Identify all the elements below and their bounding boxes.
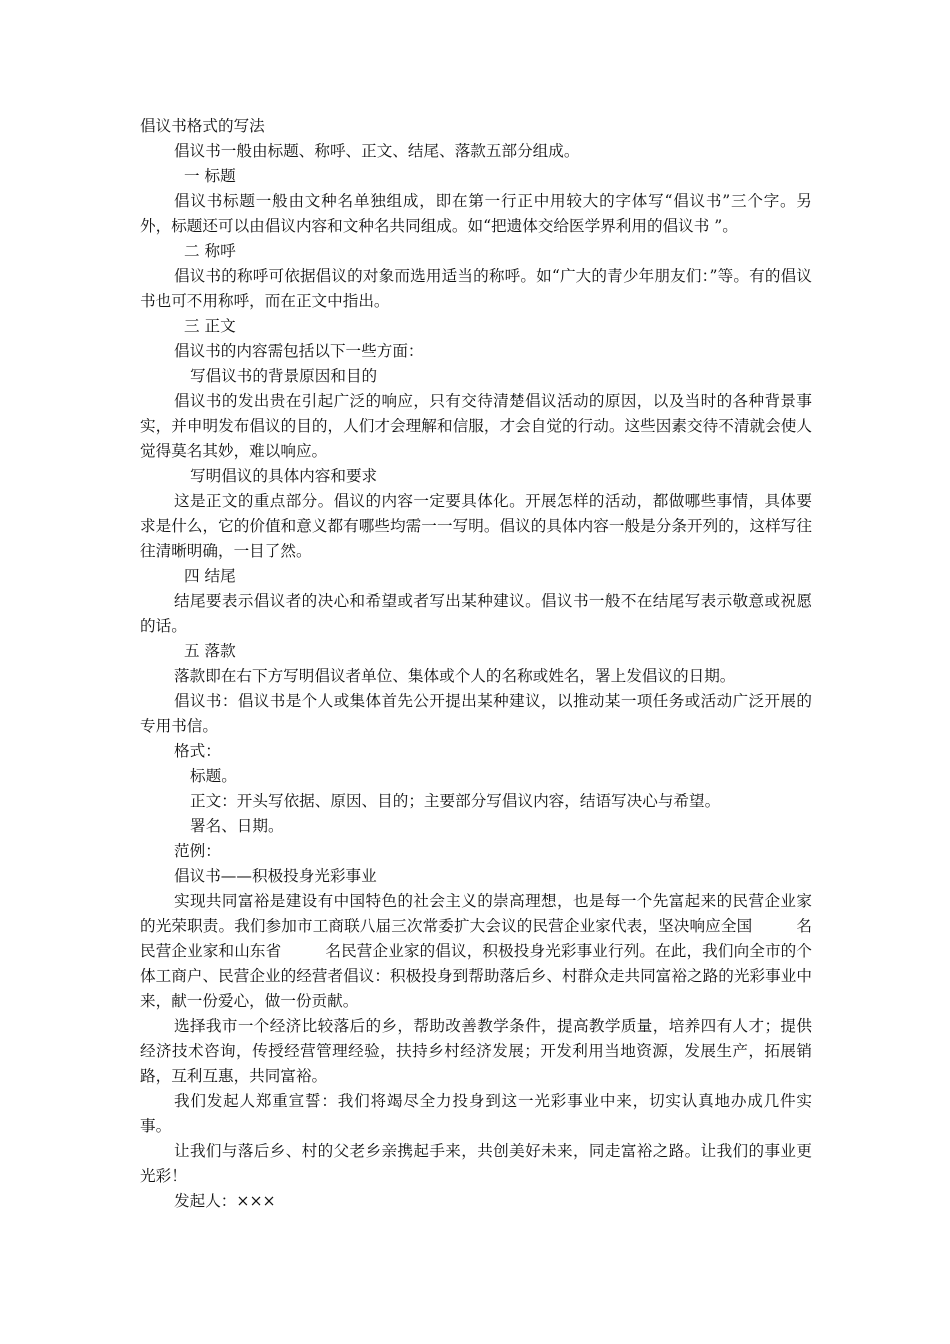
section-heading-signature: 五 落款 bbox=[184, 642, 236, 660]
subheading-background: 写倡议书的背景原因和目的 bbox=[190, 367, 378, 385]
example-paragraph: 我们发起人郑重宣誓：我们将竭尽全力投身到这一光彩事业中来，切实认真地办成几件实事。 bbox=[140, 1092, 812, 1135]
format-item: 署名、日期。 bbox=[190, 817, 284, 835]
section-text-title: 倡议书标题一般由文种名单独组成，即在第一行正中用较大的字体写“倡议书”三个字。另外，标题还可以由倡议内容和文种名共同组成。如“把遗体交给医学界利用的倡议书 ”。 bbox=[140, 192, 812, 235]
format-label: 格式： bbox=[174, 742, 221, 760]
example-text-part: 名民营企业家的倡议，积极投身光彩事业行列。在此，我们向全市的个体工商户、民营企业的经营者倡议：积极投身到帮助落后乡、村群众走共同富裕之路的光彩事业中来，献一份爱心，做一份贡献。 bbox=[140, 942, 812, 1010]
section-text-signature: 落款即在右下方写明倡议者单位、集体或个人的名称或姓名，署上发倡议的日期。 bbox=[174, 667, 736, 685]
example-paragraph: 让我们与落后乡、村的父老乡亲携起手来，共创美好未来，同走富裕之路。让我们的事业更光彩！ bbox=[140, 1142, 812, 1185]
example-text-part: 实现共同富裕是建设有中国特色的社会主义的崇高理想，也是每一个先富起来的民营企业家的光荣职责。我们参加市工商联八届三次常委扩大会议的民营企业家代表，坚决响应全国 bbox=[140, 892, 812, 935]
format-item: 正文：开头写依据、原因、目的；主要部分写倡议内容，结语写决心与希望。 bbox=[190, 792, 721, 810]
section-heading-title: 一 标题 bbox=[184, 167, 236, 185]
example-title: 倡议书——积极投身光彩事业 bbox=[174, 867, 377, 885]
intro-paragraph: 倡议书一般由标题、称呼、正文、结尾、落款五部分组成。 bbox=[174, 142, 580, 160]
section-heading-body: 三 正文 bbox=[184, 317, 236, 335]
subsection-text-content: 这是正文的重点部分。倡议的内容一定要具体化。开展怎样的活动，都做哪些事情，具体要求是什么，它的价值和意义都有哪些均需一一写明。倡议的具体内容一般是分条开列的，这样写往往清晰明确，一目了然。 bbox=[140, 492, 812, 560]
format-item: 标题。 bbox=[190, 767, 237, 785]
section-text-salutation: 倡议书的称呼可依据倡议的对象而选用适当的称呼。如“广大的青少年朋友们：”等。有的倡议书也可不用称呼，而在正文中指出。 bbox=[140, 267, 812, 310]
section-heading-ending: 四 结尾 bbox=[184, 567, 236, 585]
example-paragraph bbox=[140, 889, 812, 1014]
section-text-ending: 结尾要表示倡议者的决心和希望或者写出某种建议。倡议书一般不在结尾写表示敬意或祝愿的话。 bbox=[140, 592, 812, 635]
subsection-text-background: 倡议书的发出贵在引起广泛的响应，只有交待清楚倡议活动的原因，以及当时的各种背景事实，并申明发布倡议的目的，人们才会理解和信服，才会自觉的行动。这些因素交待不清就会使人觉得莫名其妙，难以响应。 bbox=[140, 392, 812, 460]
example-paragraph: 选择我市一个经济比较落后的乡，帮助改善教学条件，提高教学质量，培养四有人才；提供经济技术咨询，传授经营管理经验，扶持乡村经济发展；开发利用当地资源，发展生产，拓展销路，互利互惠，共同富裕。 bbox=[140, 1017, 812, 1085]
example-label: 范例： bbox=[174, 842, 221, 860]
subheading-content: 写明倡议的具体内容和要求 bbox=[190, 467, 378, 485]
section-intro-body: 倡议书的内容需包括以下一些方面： bbox=[174, 342, 424, 360]
section-heading-salutation: 二 称呼 bbox=[184, 242, 236, 260]
definition-paragraph: 倡议书：倡议书是个人或集体首先公开提出某种建议，以推动某一项任务或活动广泛开展的专用书信。 bbox=[140, 692, 812, 735]
signature-line: 发起人：××× bbox=[174, 1192, 276, 1210]
document-title: 倡议书格式的写法 bbox=[140, 117, 265, 135]
example-text-part: 名民营企业家和山东省 bbox=[140, 917, 812, 960]
document-page bbox=[140, 114, 812, 1214]
